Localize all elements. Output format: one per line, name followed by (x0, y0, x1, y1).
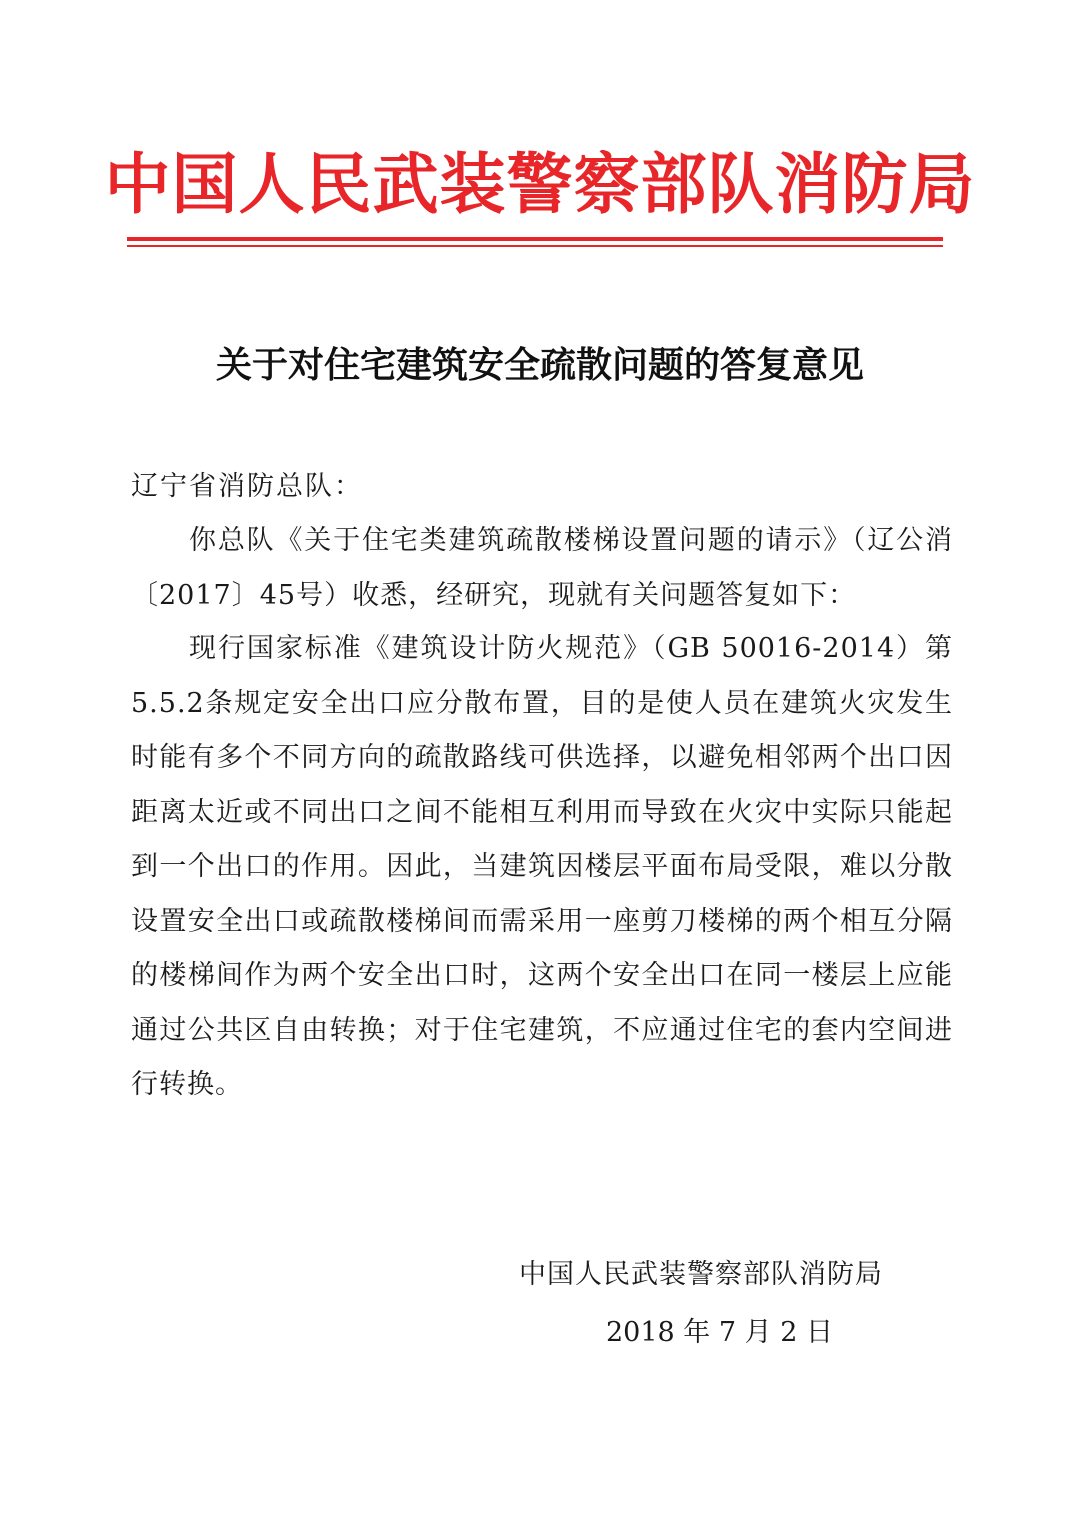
letterhead-title: 中国人民武装警察部队消防局 (104, 146, 976, 223)
body-paragraph-2: 现行国家标准《建筑设计防火规范》（GB 50016-2014）第5.5.2条规定安全出口应分散布置，目的是使人员在建筑火灾发生时能有多个不同方向的疏散路线可供选择，以避免相邻两个出口因距离太近或不同出口之间不能相互利用而导致在火灾中实际只能起到一个出口的作用。因此，当建筑因楼层平面布局受限，难以分散设置安全出口或疏散楼梯间而需采用一座剪刀楼梯的两个相互分隔的楼梯间作为两个安全出口时，这两个安全出口在同一楼层上应能通过公共区自由转换；对于住宅建筑，不应通过住宅的套内空间进行转换。 (131, 633, 953, 1100)
document-title: 关于对住宅建筑安全疏散问题的答复意见 (215, 345, 864, 386)
signature-org: 中国人民武装警察部队消防局 (519, 1259, 883, 1290)
letterhead-rule-thin (127, 245, 943, 247)
salutation: 辽宁省消防总队： (131, 471, 363, 502)
signature-date: 2018 年 7 月 2 日 (606, 1317, 833, 1348)
letterhead-rule-thick (127, 237, 943, 241)
body-paragraph-1: 你总队《关于住宅类建筑疏散楼梯设置问题的请示》（辽公消〔2017〕45号）收悉，经研究，现就有关问题答复如下： (131, 525, 953, 611)
